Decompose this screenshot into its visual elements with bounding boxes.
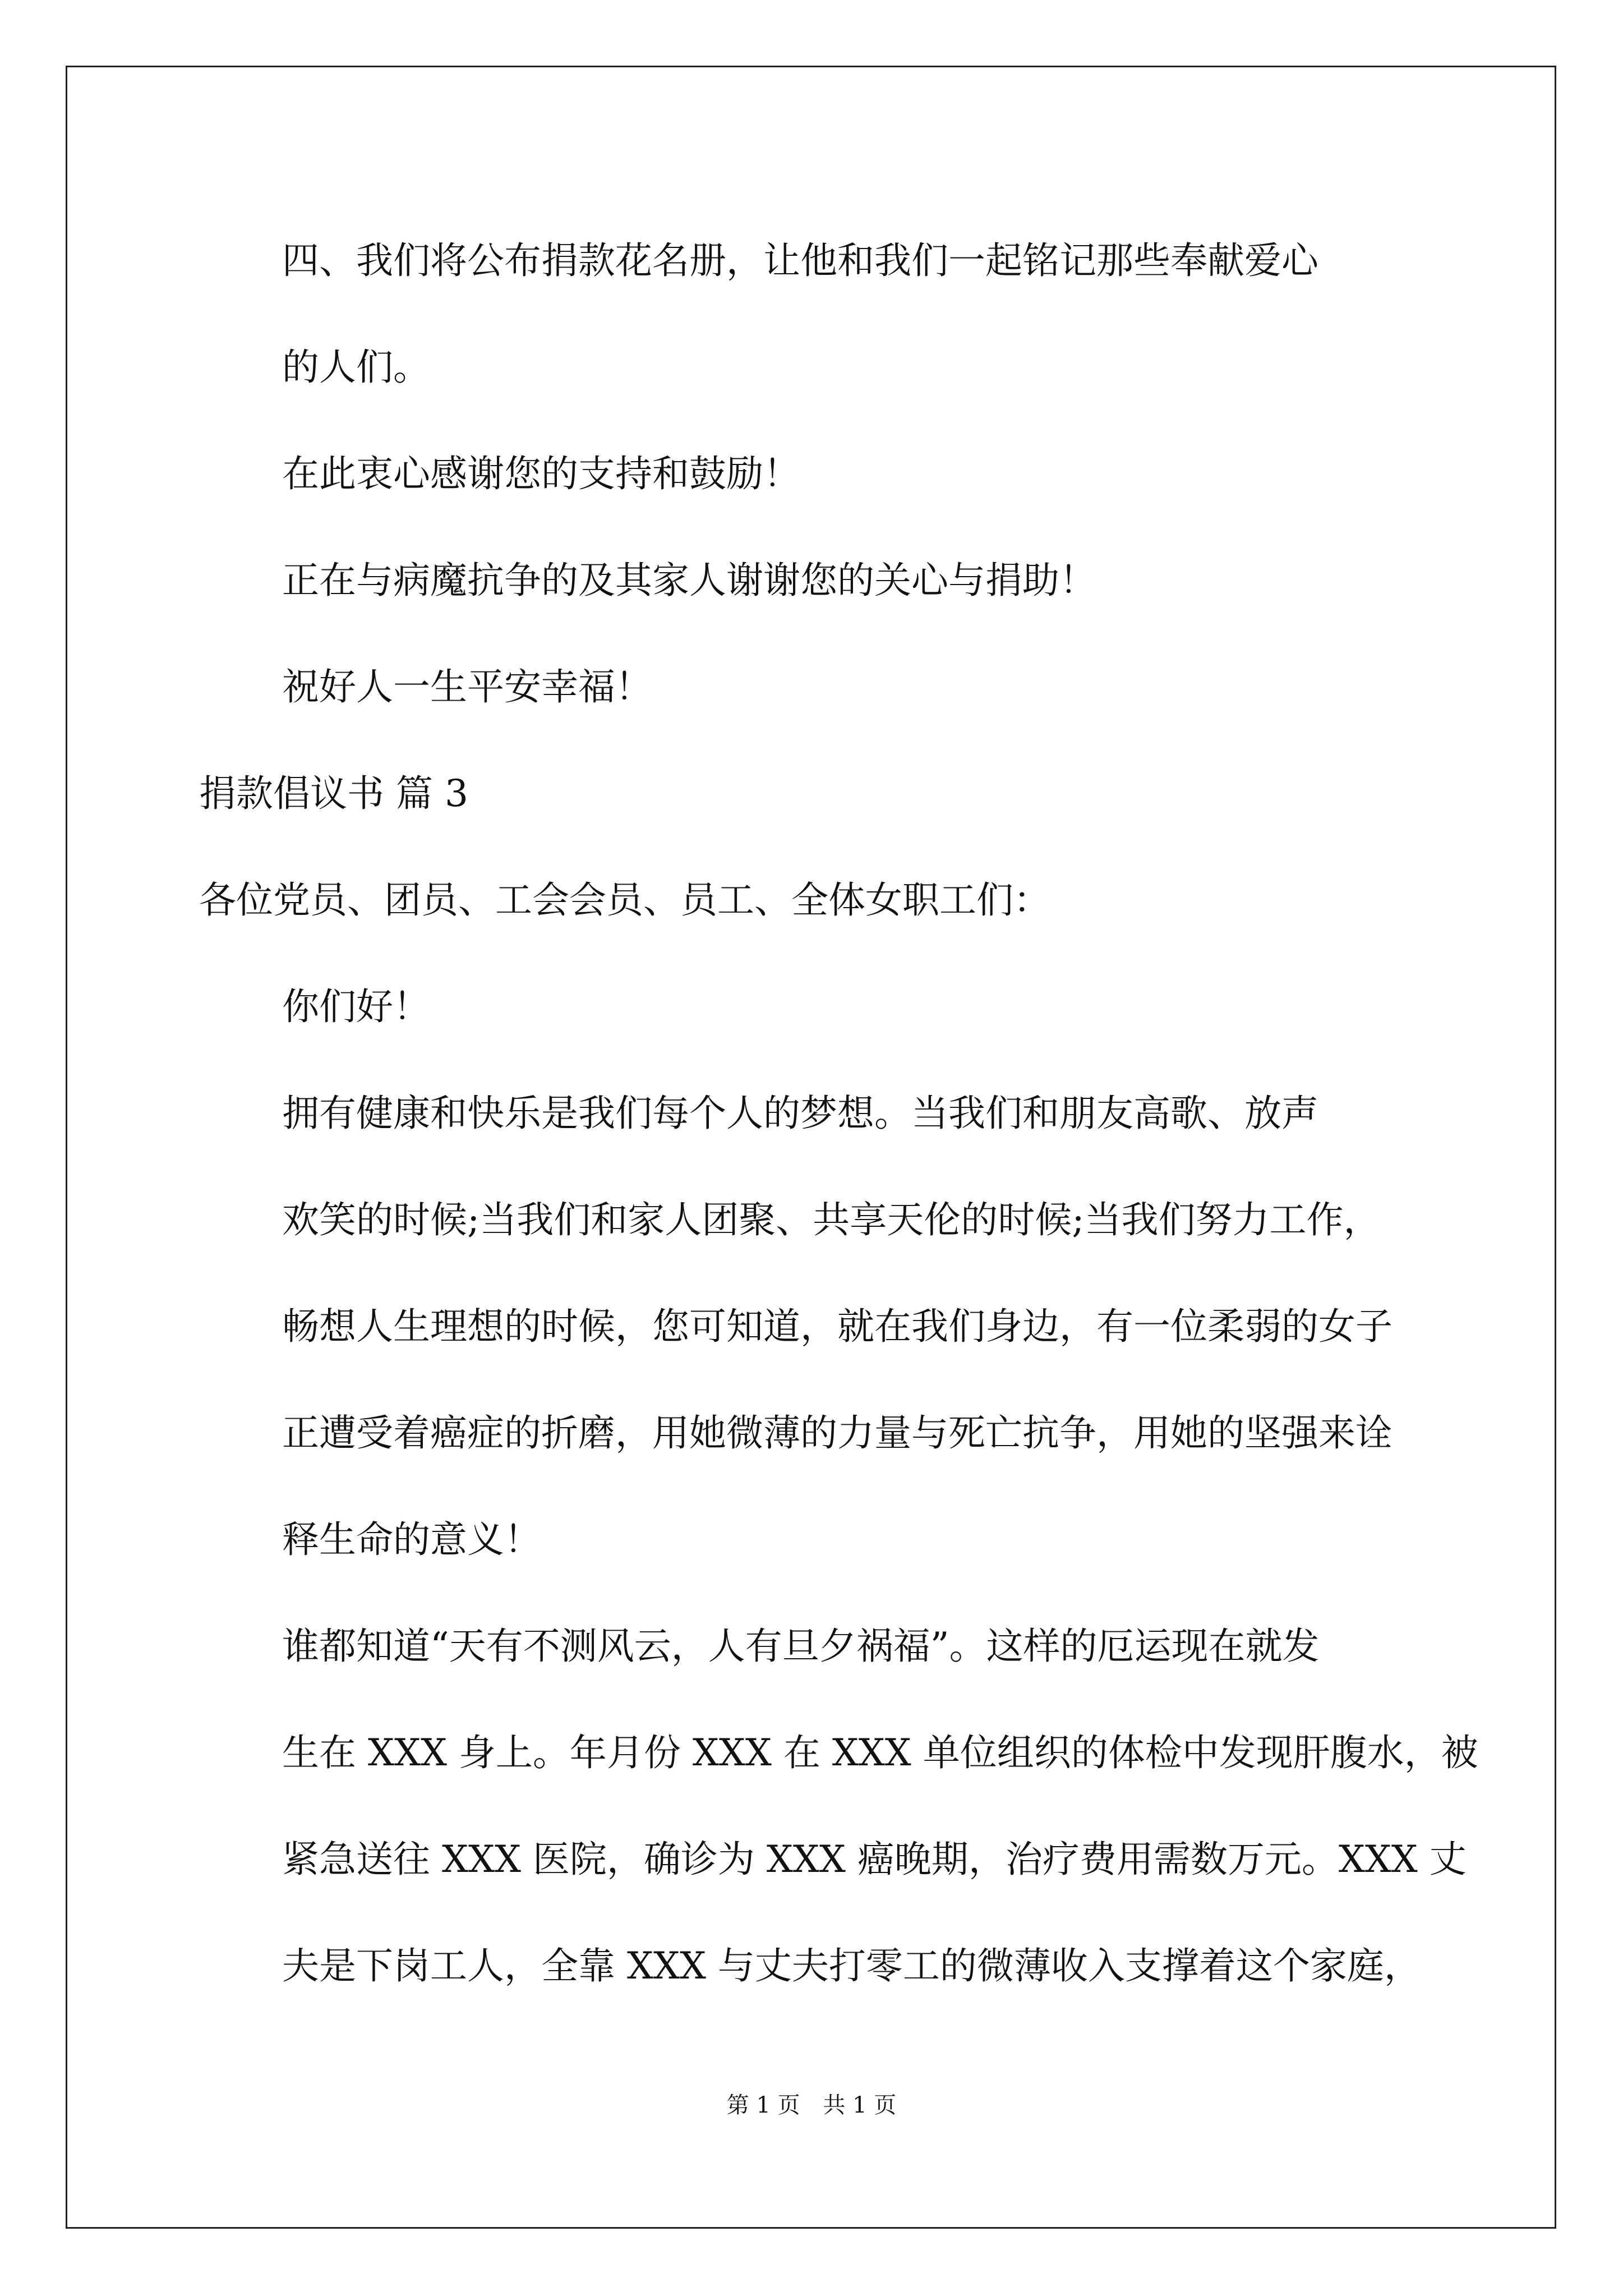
paragraph	[199, 1060, 1427, 1593]
text-line: 的人们。	[282, 346, 430, 389]
text-line: 夫是下岗工人，全靠 XXX 与丈夫打零工的微薄收入支撑着这个家庭，	[282, 1944, 1421, 1987]
text-line: 四、我们将公布捐款花名册，让他和我们一起铭记那些奉献爱心	[282, 239, 1318, 282]
text-line: 谁都知道“天有不测风云，人有旦夕祸福”。这样的厄运现在就发	[282, 1625, 1320, 1668]
paragraph	[199, 421, 1427, 527]
text-line: 生在 XXX 身上。年月份 XXX 在 XXX 单位组织的体检中发现肝腹水，被	[282, 1731, 1478, 1774]
paragraph	[199, 847, 1427, 954]
page-footer	[0, 2091, 1623, 2119]
text-line: 拥有健康和快乐是我们每个人的梦想。当我们和朋友高歌、放声	[282, 1092, 1318, 1135]
paragraph	[199, 634, 1427, 740]
paragraph	[199, 527, 1427, 634]
text-line: 畅想人生理想的时候，您可知道，就在我们身边，有一位柔弱的女子	[282, 1305, 1393, 1348]
paragraph	[199, 1593, 1478, 2019]
text-line: 紧急送往 XXX 医院，确诊为 XXX 癌晚期，治疗费用需数万元。XXX 丈	[282, 1838, 1467, 1881]
page-number-current: 第 1 页	[726, 2092, 800, 2118]
paragraph	[199, 954, 1427, 1060]
text-line: 释生命的意义！	[282, 1518, 541, 1561]
paragraph	[199, 740, 1427, 847]
paragraph	[199, 208, 1427, 421]
text-line: 正在与病魔抗争的及其家人谢谢您的关心与捐助！	[282, 559, 1096, 602]
text-line: 祝好人一生平安幸福！	[282, 665, 652, 708]
text-line: 各位党员、团员、工会会员、员工、全体女职工们：	[199, 878, 1050, 922]
text-line: 你们好！	[282, 985, 430, 1028]
text-line: 欢笑的时候;当我们和家人团聚、共享天伦的时候;当我们努力工作，	[282, 1198, 1381, 1241]
document-body	[199, 208, 1478, 2019]
text-line: 在此衷心感谢您的支持和鼓励！	[282, 452, 800, 495]
text-line: 捐款倡议书 篇 3	[199, 772, 468, 815]
text-line: 正遭受着癌症的折磨，用她微薄的力量与死亡抗争，用她的坚强来诠	[282, 1411, 1393, 1455]
page-number-total: 共 1 页	[823, 2092, 897, 2118]
